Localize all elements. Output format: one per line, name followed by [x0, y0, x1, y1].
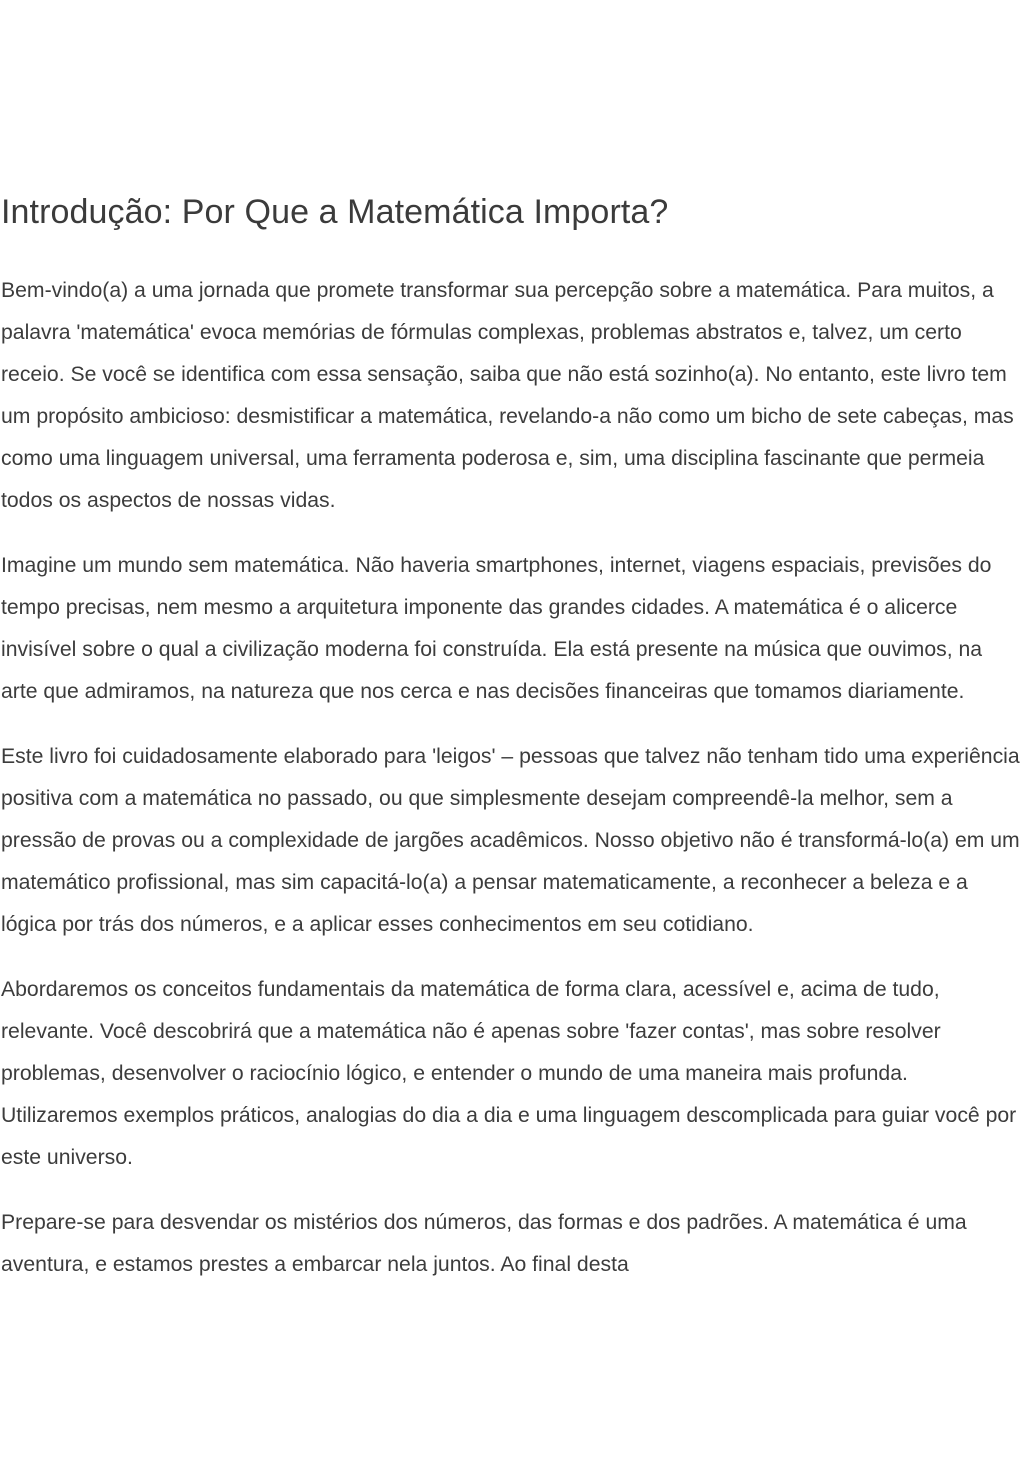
body-text: [1, 270, 1023, 1309]
paragraph-5: Prepare-se para desvendar os mistérios dos números, das formas e dos padrões. A matemática é uma aventura, e estamos prestes a embarcar nela juntos. Ao final desta: [1, 1211, 967, 1276]
chapter-title: Introdução: Por Que a Matemática Importa?: [1, 193, 669, 231]
paragraph-3: Este livro foi cuidadosamente elaborado para 'leigos' – pessoas que talvez não tenham tido uma experiência positiva com a matemática no passado, ou que simplesmente desejam compreendê-la melhor, sem a pressão de provas ou a complexidade de jargões acadêmicos. Nosso objetivo não é transformá-lo(a) em um matemático profissional, mas sim capacitá-lo(a) a pensar matematicamente, a reconhecer a beleza e a lógica por trás dos números, e a aplicar esses conhecimentos em seu cotidiano.: [1, 745, 1020, 936]
paragraph-4: Abordaremos os conceitos fundamentais da matemática de forma clara, acessível e, acima de tudo, relevante. Você descobrirá que a matemática não é apenas sobre 'fazer contas', mas sobre resolver problemas, desenvolver o raciocínio lógico, e entender o mundo de uma maneira mais profunda. Utilizaremos exemplos práticos, analogias do dia a dia e uma linguagem descomplicada para guiar você por este universo.: [1, 978, 1017, 1169]
paragraph-1: Bem-vindo(a) a uma jornada que promete transformar sua percepção sobre a matemática. Para muitos, a palavra 'matemática' evoca memórias de fórmulas complexas, problemas abstratos e, talvez, um certo receio. Se você se identifica com essa sensação, saiba que não está sozinho(a). No entanto, este livro tem um propósito ambicioso: desmistificar a matemática, revelando-a não como um bicho de sete cabeças, mas como uma linguagem universal, uma ferramenta poderosa e, sim, uma disciplina fascinante que permeia todos os aspectos de nossas vidas.: [1, 279, 1014, 512]
paragraph-2: Imagine um mundo sem matemática. Não haveria smartphones, internet, viagens espaciais, previsões do tempo precisas, nem mesmo a arquitetura imponente das grandes cidades. A matemática é o alicerce invisível sobre o qual a civilização moderna foi construída. Ela está presente na música que ouvimos, na arte que admiramos, na natureza que nos cerca e nas decisões financeiras que tomamos diariamente.: [1, 554, 992, 703]
